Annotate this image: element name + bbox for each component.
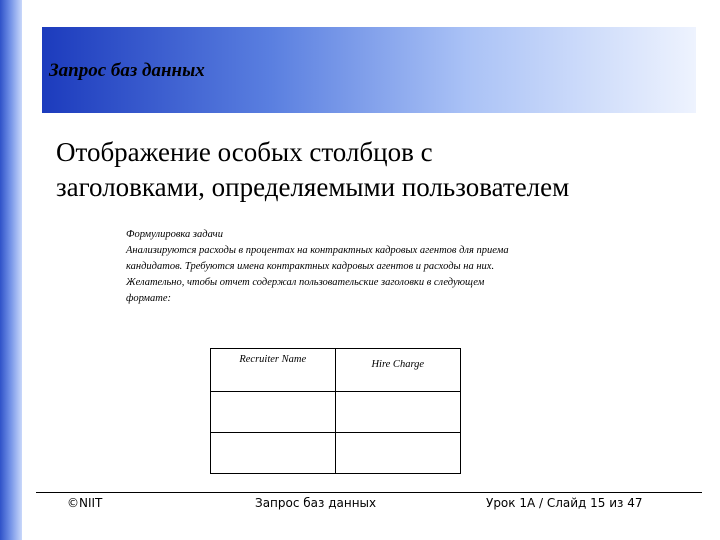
task-statement (126, 227, 671, 307)
footer-topic: Запрос баз данных (255, 496, 377, 510)
header-title: Запрос баз данных (49, 60, 205, 81)
table-cell (335, 392, 460, 433)
table-cell (211, 433, 336, 474)
recruiter-name-header: Recruiter Name (239, 354, 307, 365)
table-header-cell (335, 349, 460, 392)
table-header-cell (211, 349, 336, 392)
task-line: формате: (126, 293, 171, 304)
footer-slide-number: Урок 1А / Слайд 15 из 47 (486, 496, 643, 510)
footer-copyright: ©NIIT (67, 496, 103, 510)
format-table (210, 348, 461, 474)
task-heading: Формулировка задачи (126, 229, 223, 240)
slide-title (56, 135, 706, 205)
task-line: Желательно, чтобы отчет содержал пользовательские заголовки в следующем (126, 277, 485, 288)
table-row (211, 433, 461, 474)
task-line: кандидатов. Требуются имена контрактных кадровых агентов и расходы на них. (126, 261, 495, 272)
footer-divider (36, 492, 702, 493)
table-cell (211, 392, 336, 433)
table-cell (335, 433, 460, 474)
table-header-row (211, 349, 461, 392)
task-line: Анализируются расходы в процентах на контрактных кадровых агентов для приема (126, 245, 509, 256)
hire-charge-header: Hire Charge (371, 359, 425, 370)
slide-title-line-2: заголовками, определяемыми пользователем (56, 172, 570, 202)
table-row (211, 392, 461, 433)
slide-title-line-1: Отображение особых столбцов с (56, 137, 433, 167)
left-accent-bar (0, 0, 22, 540)
